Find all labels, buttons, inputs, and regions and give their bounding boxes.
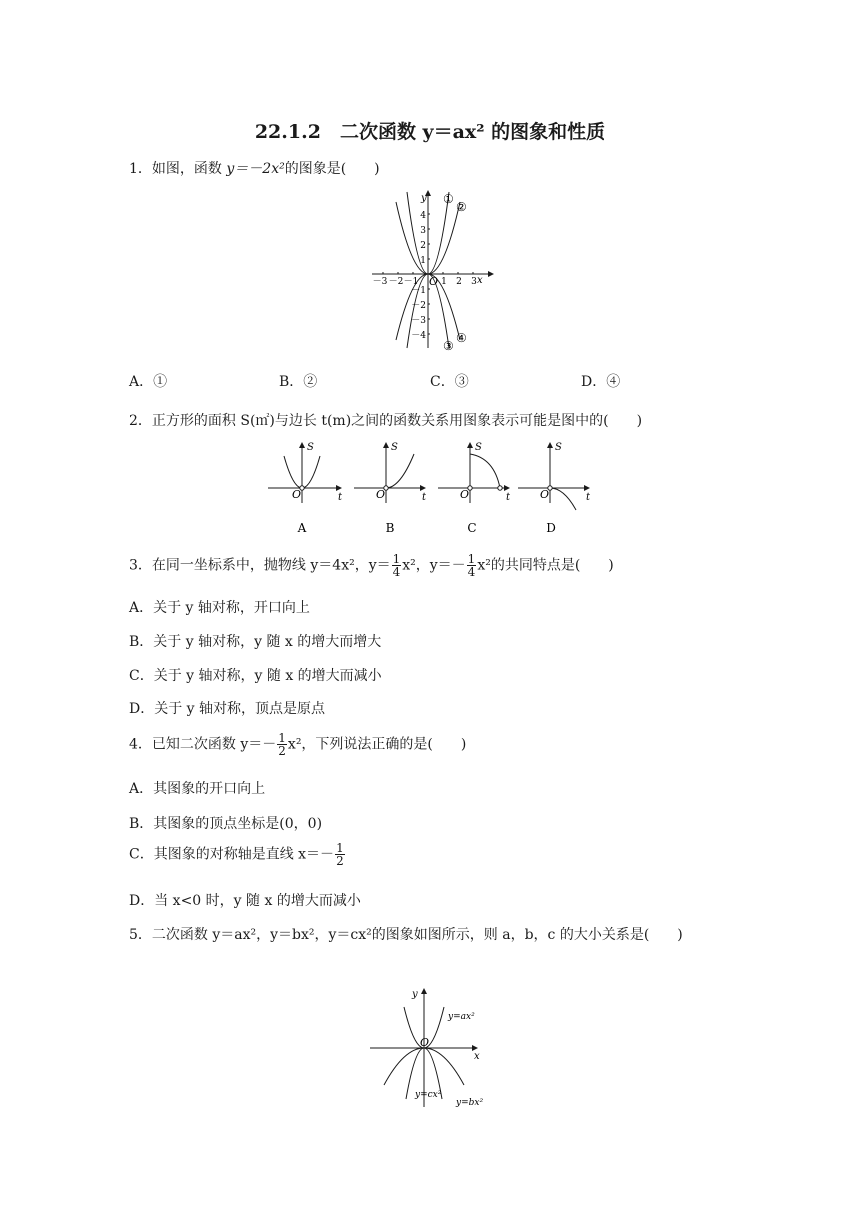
q1-y-tick-label: －2 [411, 301, 426, 311]
q4-option-a[interactable]: A．其图象的开口向上 [129, 781, 266, 797]
q2-graph-label: D [546, 521, 556, 535]
question-4-stem: 4．已知二次函数 y＝－ $\frac{1}{2}$ x²，下列说法正确的是( ) [129, 731, 467, 758]
q1-curve-label-3: ③ [443, 339, 454, 353]
q1-x-tick-label: －3 [372, 277, 388, 287]
q1-x-arrow [488, 271, 494, 277]
q2-graph-label: A [297, 521, 307, 535]
q2-figure [262, 438, 602, 538]
fraction: $\frac{1}{4}$ [467, 552, 476, 579]
svg-text:t: t [586, 492, 591, 503]
q1-x-tick-label: 1 [441, 277, 447, 287]
q3-option-c[interactable]: C．关于 y 轴对称，y 随 x 的增大而减小 [129, 668, 382, 684]
q1-origin-label: O [429, 275, 439, 288]
q1-option-a[interactable]: A．① [129, 374, 168, 390]
question-1-stem: 1．如图，函数 y＝－2x²的图象是( ) [129, 161, 380, 177]
q4-option-c[interactable]: C．其图象的对称轴是直线 x＝－ $\frac{1}{2}$ [129, 841, 344, 868]
svg-text:S: S [307, 442, 314, 453]
q1-x-tick-label: 3 [471, 277, 477, 287]
q2-graph-label: B [385, 521, 395, 535]
fraction: $\frac{1}{2}$ [278, 731, 286, 758]
q2-graph-c [438, 442, 511, 535]
svg-text:O: O [460, 488, 470, 501]
q5-curve-label: y=cx² [415, 1090, 442, 1100]
q1-x-label: x [477, 275, 483, 286]
q4-option-d[interactable]: D．当 x<0 时，y 随 x 的增大而减小 [129, 893, 361, 909]
svg-text:t: t [506, 492, 511, 503]
q1-x-tick-label: 2 [456, 277, 462, 287]
svg-text:O: O [420, 1036, 430, 1049]
q1-x-tick-label: －2 [388, 277, 404, 287]
q2-graph-label: C [467, 521, 477, 535]
q1-y-tick-label: －4 [411, 331, 426, 341]
page-title: 22.1.2 二次函数 y＝ax² 的图象和性质 [254, 121, 606, 143]
svg-text:t: t [338, 492, 343, 503]
q5-curve-label: y=bx² [456, 1098, 484, 1108]
fraction: $\frac{1}{4}$ [392, 552, 401, 579]
svg-text:y: y [412, 989, 418, 1000]
q2-graph-a [268, 442, 343, 535]
q1-y-tick-label: 4 [420, 211, 426, 221]
question-5-stem: 5．二次函数 y＝ax²，y＝bx²，y＝cx²的图象如图所示，则 a，b，c 的大小关系是( ) [129, 927, 683, 943]
svg-text:O: O [376, 488, 386, 501]
question-2-stem: 2．正方形的面积 S(㎡)与边长 t(m)之间的函数关系用图象表示可能是图中的( ) [129, 413, 643, 429]
q2-graph-d [518, 442, 591, 535]
q1-y-tick-label: 3 [420, 226, 426, 236]
svg-text:x: x [474, 1051, 480, 1062]
q2-graph-b [354, 442, 427, 535]
svg-text:S: S [555, 442, 562, 453]
q1-y-tick-label: 2 [420, 241, 426, 251]
svg-text:S: S [391, 442, 398, 453]
fraction: $\frac{1}{2}$ [336, 841, 344, 868]
q1-curve-label-1: ① [443, 192, 454, 206]
q5-figure [368, 985, 498, 1110]
q1-x-tick-label: －1 [403, 277, 419, 287]
q1-figure [370, 190, 495, 355]
q1-option-d[interactable]: D．④ [581, 374, 621, 390]
q1-option-c[interactable]: C．③ [430, 374, 469, 390]
q1-y-label: y [421, 193, 427, 204]
q1-curve-label-2: ② [456, 200, 467, 214]
svg-text:t: t [422, 492, 427, 503]
q1-y-tick-label: －1 [411, 286, 426, 296]
q3-option-b[interactable]: B．关于 y 轴对称，y 随 x 的增大而增大 [129, 634, 382, 650]
svg-text:O: O [540, 488, 550, 501]
q1-curve-label-4: ④ [456, 331, 467, 345]
q3-option-d[interactable]: D．关于 y 轴对称，顶点是原点 [129, 701, 326, 717]
q1-option-b[interactable]: B．② [279, 374, 318, 390]
svg-text:S: S [475, 442, 482, 453]
svg-text:O: O [292, 488, 302, 501]
q5-curve-label: y=ax² [448, 1012, 475, 1022]
q3-option-a[interactable]: A．关于 y 轴对称，开口向上 [129, 600, 310, 616]
q1-y-tick-label: －3 [411, 316, 426, 326]
question-3-stem: 3．在同一坐标系中，抛物线 y＝4x²，y＝ $\frac{1}{4}$ x²，y＝－ $\frac{1}{4}$ x²的共同特点是( ) [129, 552, 614, 579]
q4-option-b[interactable]: B．其图象的顶点坐标是(0，0) [129, 816, 323, 832]
q1-y-tick-label: 1 [420, 256, 426, 266]
